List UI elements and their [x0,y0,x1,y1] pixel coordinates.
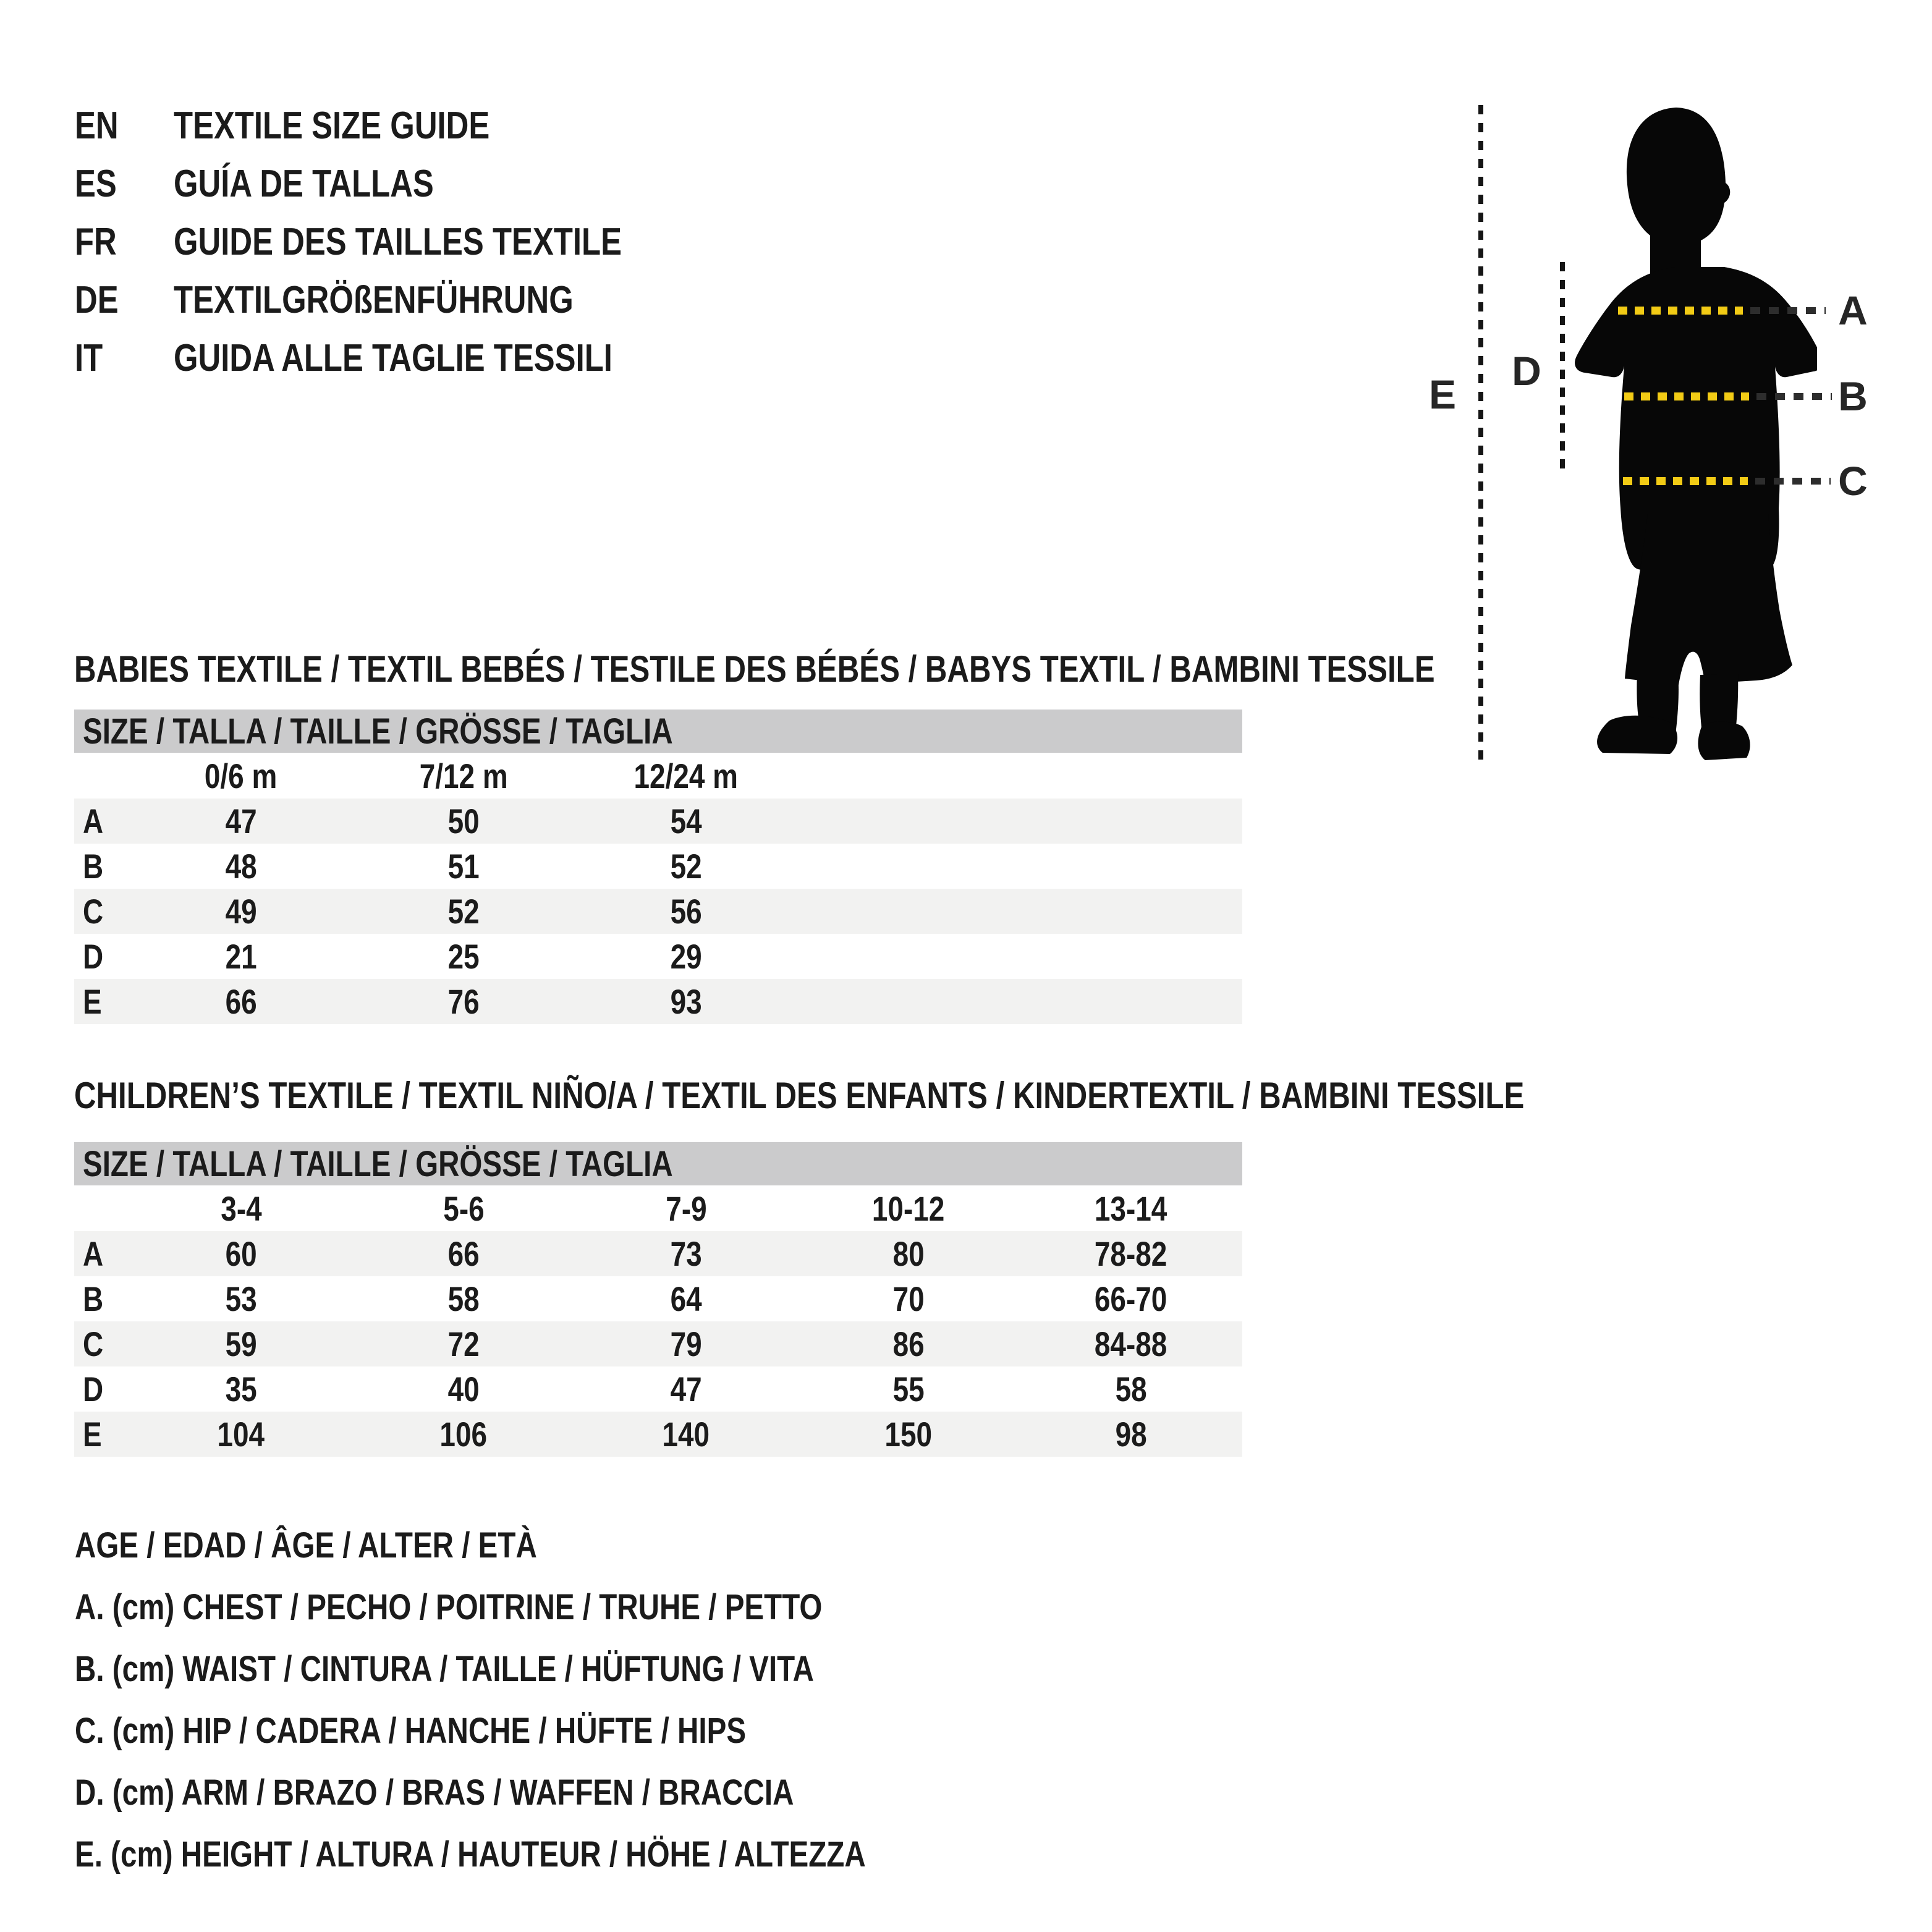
cell-value: 47 [225,802,257,841]
lang-row-fr [75,213,720,271]
babies-section-title [74,648,1734,691]
table-cell [575,844,797,889]
cell-value: 52 [447,892,480,931]
table-row [74,934,1242,979]
lang-code [75,220,174,264]
table-cell-empty [1020,934,1242,979]
table-cell-empty [1020,799,1242,844]
table-cell [575,934,797,979]
cell-value: 50 [447,802,480,841]
table-row [74,799,1242,844]
table-cell-empty [1020,889,1242,934]
children-size-table [74,1142,1242,1457]
table-cell [352,1366,575,1412]
table-row [74,1366,1242,1412]
size-header-text: SIZE / TALLA / TAILLE / GRÖSSE / TAGLIA [83,1143,673,1184]
lang-title: GUIDA ALLE TAGLIE TESSILI [174,336,612,379]
cell-value: 55 [892,1370,925,1409]
table-cell [130,799,352,844]
column-header [575,753,797,799]
cell-value: 66 [225,982,257,1021]
table-cell [575,1231,797,1276]
cell-value: 140 [662,1415,710,1454]
cell-value: 150 [884,1415,933,1454]
cell-value: 40 [447,1370,480,1409]
row-label [74,889,130,934]
yellow-dash-segment [1618,307,1743,315]
cell-value: 86 [892,1324,925,1363]
cell-value: 21 [225,937,257,976]
column-header-text: 12/24 m [633,756,739,795]
table-cell-empty [797,799,1020,844]
dark-dash-segment [1756,393,1832,400]
column-header-row [74,753,1242,799]
table-row [74,844,1242,889]
cell-value: 104 [217,1415,265,1454]
row-label [74,1412,130,1457]
arm-measure-dotted-line-d [1560,262,1565,472]
table-cell [352,1231,575,1276]
column-header [352,753,575,799]
babies-section-title-text: BABIES TEXTILE / TEXTIL BEBÉS / TESTILE DES BÉBÉS / BABYS TEXTIL / BAMBINI TESSILE [74,648,1435,690]
cell-value: 51 [447,847,480,886]
measure-label-c: C [1838,458,1868,504]
table-cell [575,979,797,1024]
cell-value: 60 [225,1234,257,1273]
cell-value: 106 [439,1415,488,1454]
row-label-text: C [83,892,104,931]
table-cell [1020,1412,1242,1457]
table-cell [130,1366,352,1412]
row-label [74,1321,130,1366]
column-header [575,1185,797,1231]
lang-code-text: EN [75,104,119,147]
column-header-text: 5-6 [443,1188,485,1228]
legend-line-arm [75,1761,1040,1823]
table-cell [575,799,797,844]
language-title-list [75,96,720,387]
table-cell [575,1321,797,1366]
cell-value: 73 [670,1234,702,1273]
table-cell-empty [797,889,1020,934]
lang-row-it [75,329,720,387]
lang-code-text: FR [75,220,117,263]
cell-value: 58 [447,1279,480,1318]
column-header-text: 3-4 [220,1188,262,1228]
table-cell [1020,1276,1242,1321]
cell-value: 78-82 [1095,1234,1167,1273]
legend-line-waist [75,1638,1040,1700]
cell-value: 25 [447,937,480,976]
table-cell-empty [797,979,1020,1024]
cell-value: 93 [670,982,702,1021]
legend-text: D. (cm) ARM / BRAZO / BRAS / WAFFEN / BRACCIA [75,1772,794,1813]
dark-dash-segment [1750,307,1826,314]
table-cell-empty [74,1185,130,1231]
table-row [74,889,1242,934]
row-label [74,1366,130,1412]
table-cell [797,1276,1020,1321]
column-header-text: 0/6 m [205,756,278,795]
table-cell [130,889,352,934]
table-cell [797,1321,1020,1366]
table-cell [130,1321,352,1366]
column-header-row [74,1185,1242,1231]
legend-text: B. (cm) WAIST / CINTURA / TAILLE / HÜFTUNG / VITA [75,1648,814,1689]
cell-value: 29 [670,937,702,976]
table-cell [130,1412,352,1457]
size-header-text: SIZE / TALLA / TAILLE / GRÖSSE / TAGLIA [83,711,673,752]
row-label [74,844,130,889]
lang-code-text: ES [75,162,117,205]
lang-row-es [75,155,720,213]
lang-title: GUIDE DES TAILLES TEXTILE [174,220,622,263]
column-header [797,1185,1020,1231]
yellow-dash-segment [1623,477,1748,485]
table-cell [352,889,575,934]
lang-code [75,278,174,322]
row-label-text: B [83,1279,104,1318]
table-cell-empty [797,934,1020,979]
table-cell-empty [1020,844,1242,889]
row-label-text: E [83,1415,102,1454]
table-cell [1020,1231,1242,1276]
table-row [74,1412,1242,1457]
table-cell [130,1231,352,1276]
table-cell [797,1231,1020,1276]
table-cell [130,1276,352,1321]
table-cell [575,1412,797,1457]
row-label-text: A [83,802,104,841]
row-label [74,1231,130,1276]
row-label-text: B [83,847,104,886]
row-label [74,1276,130,1321]
waist-measure-line-b [1624,392,1832,400]
legend-line-chest [75,1576,1040,1638]
row-label [74,799,130,844]
lang-code [75,104,174,148]
legend-text: AGE / EDAD / ÂGE / ALTER / ETÀ [75,1525,537,1566]
measure-label-b: B [1838,373,1868,419]
cell-value: 47 [670,1370,702,1409]
cell-value: 72 [447,1324,480,1363]
table-cell [352,844,575,889]
legend-text: E. (cm) HEIGHT / ALTURA / HAUTEUR / HÖHE / ALTEZZA [75,1834,866,1875]
size-header-bar [74,710,1242,753]
cell-value: 66 [447,1234,480,1273]
table-row [74,1321,1242,1366]
column-header [130,1185,352,1231]
table-cell [130,934,352,979]
column-header-text: 10-12 [872,1188,945,1228]
table-cell [352,934,575,979]
column-header-text: 13-14 [1095,1188,1167,1228]
lang-title: TEXTILE SIZE GUIDE [174,104,490,147]
measurement-legend [75,1514,1040,1885]
cell-value: 64 [670,1279,702,1318]
column-header-text: 7-9 [665,1188,707,1228]
table-cell-empty [797,753,1020,799]
children-section-title [74,1074,1842,1117]
cell-value: 54 [670,802,702,841]
cell-value: 70 [892,1279,925,1318]
table-cell-empty [797,844,1020,889]
table-cell [130,979,352,1024]
yellow-dash-segment [1624,392,1749,400]
table-cell [352,979,575,1024]
cell-value: 53 [225,1279,257,1318]
measure-label-d: D [1512,348,1541,394]
legend-text: A. (cm) CHEST / PECHO / POITRINE / TRUHE / PETTO [75,1587,823,1627]
table-cell [352,799,575,844]
table-cell [352,1412,575,1457]
table-cell-empty [74,753,130,799]
table-cell [130,844,352,889]
table-row [74,979,1242,1024]
cell-value: 48 [225,847,257,886]
table-cell [575,1276,797,1321]
column-header [130,753,352,799]
cell-value: 98 [1115,1415,1147,1454]
lang-code-text: DE [75,278,119,321]
table-cell [575,889,797,934]
cell-value: 66-70 [1095,1279,1167,1318]
cell-value: 59 [225,1324,257,1363]
measure-label-e: E [1428,371,1457,417]
dark-dash-segment [1755,478,1831,485]
cell-value: 79 [670,1324,702,1363]
column-header [352,1185,575,1231]
measure-label-a: A [1838,287,1868,333]
legend-line-age [75,1514,1040,1576]
row-label-text: D [83,1370,104,1409]
children-section-title-text: CHILDREN’S TEXTILE / TEXTIL NIÑO/A / TEXTIL DES ENFANTS / KINDERTEXTIL / BAMBINI TESSILE [74,1075,1525,1116]
column-header-text: 7/12 m [419,756,508,795]
legend-text: C. (cm) HIP / CADERA / HANCHE / HÜFTE / HIPS [75,1710,747,1751]
cell-value: 49 [225,892,257,931]
cell-value: 58 [1115,1370,1147,1409]
cell-value: 84-88 [1095,1324,1167,1363]
table-cell [797,1412,1020,1457]
column-header [1020,1185,1242,1231]
row-label [74,934,130,979]
size-header-bar [74,1142,1242,1185]
lang-title: TEXTILGRÖßENFÜHRUNG [174,278,574,321]
row-label-text: D [83,937,104,976]
hip-measure-line-c [1623,477,1831,485]
lang-code-text: IT [75,336,103,379]
chest-measure-line-a [1618,306,1826,315]
table-cell [352,1321,575,1366]
lang-code [75,162,174,206]
legend-line-height [75,1823,1040,1885]
row-label-text: E [83,982,102,1021]
table-cell [797,1366,1020,1412]
table-row [74,1276,1242,1321]
row-label-text: A [83,1234,104,1273]
table-row [74,1231,1242,1276]
lang-code [75,336,174,380]
table-cell-empty [1020,753,1242,799]
babies-size-table [74,710,1242,1024]
cell-value: 76 [447,982,480,1021]
cell-value: 80 [892,1234,925,1273]
cell-value: 35 [225,1370,257,1409]
cell-value: 52 [670,847,702,886]
legend-line-hip [75,1700,1040,1761]
lang-title: GUÍA DE TALLAS [174,162,434,205]
table-cell [1020,1321,1242,1366]
table-cell [352,1276,575,1321]
row-label-text: C [83,1324,104,1363]
table-cell-empty [1020,979,1242,1024]
row-label [74,979,130,1024]
lang-row-de [75,271,720,329]
lang-row-en [75,96,720,155]
cell-value: 56 [670,892,702,931]
table-cell [1020,1366,1242,1412]
table-cell [575,1366,797,1412]
